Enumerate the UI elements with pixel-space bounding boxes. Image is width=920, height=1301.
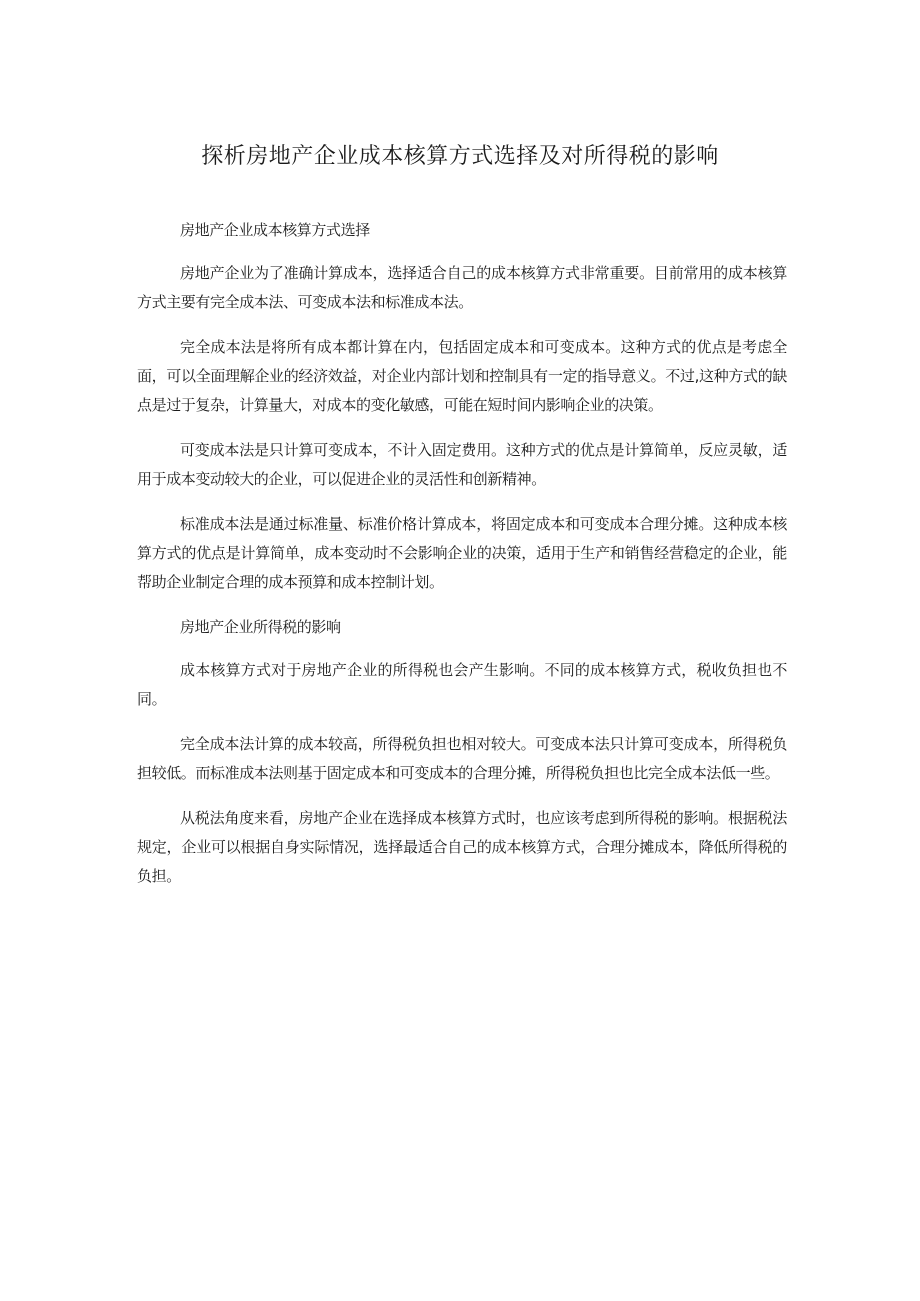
document-body <box>137 216 787 907</box>
paragraph-tax-law: 从税法角度来看，房地产企业在选择成本核算方式时，也应该考虑到所得税的影响。根据税法规定，企业可以根据自身实际情况，选择最适合自己的成本核算方式，合理分摊成本，降低所得税的负担。 <box>137 809 787 885</box>
section-heading-cost-method: 房地产企业成本核算方式选择 <box>180 221 370 239</box>
section-heading-income-tax: 房地产企业所得税的影响 <box>180 618 341 636</box>
document-title: 探析房地产企业成本核算方式选择及对所得税的影响 <box>201 144 719 169</box>
paragraph-variable-cost: 可变成本法是只计算可变成本，不计入固定费用。这种方式的优点是计算简单，反应灵敏，适用于成本变动较大的企业，可以促进企业的灵活性和创新精神。 <box>137 441 787 488</box>
paragraph-tax-impact: 成本核算方式对于房地产企业的所得税也会产生影响。不同的成本核算方式，税收负担也不同。 <box>137 661 787 708</box>
paragraph-intro: 房地产企业为了准确计算成本，选择适合自己的成本核算方式非常重要。目前常用的成本核算方式主要有完全成本法、可变成本法和标准成本法。 <box>137 264 787 311</box>
paragraph-tax-comparison: 完全成本法计算的成本较高，所得税负担也相对较大。可变成本法只计算可变成本，所得税负担较低。而标准成本法则基于固定成本和可变成本的合理分摊，所得税负担也比完全成本法低一些。 <box>137 735 787 782</box>
paragraph-full-cost: 完全成本法是将所有成本都计算在内，包括固定成本和可变成本。这种方式的优点是考虑全面，可以全面理解企业的经济效益，对企业内部计划和控制具有一定的指导意义。不过,这种方式的缺点是过于复杂，计算量大，对成本的变化敏感，可能在短时间内影响企业的决策。 <box>137 338 787 414</box>
paragraph-standard-cost: 标准成本法是通过标准量、标准价格计算成本，将固定成本和可变成本合理分摊。这种成本核算方式的优点是计算简单，成本变动时不会影响企业的决策，适用于生产和销售经营稳定的企业，能帮助企业制定合理的成本预算和成本控制计划。 <box>137 515 787 591</box>
